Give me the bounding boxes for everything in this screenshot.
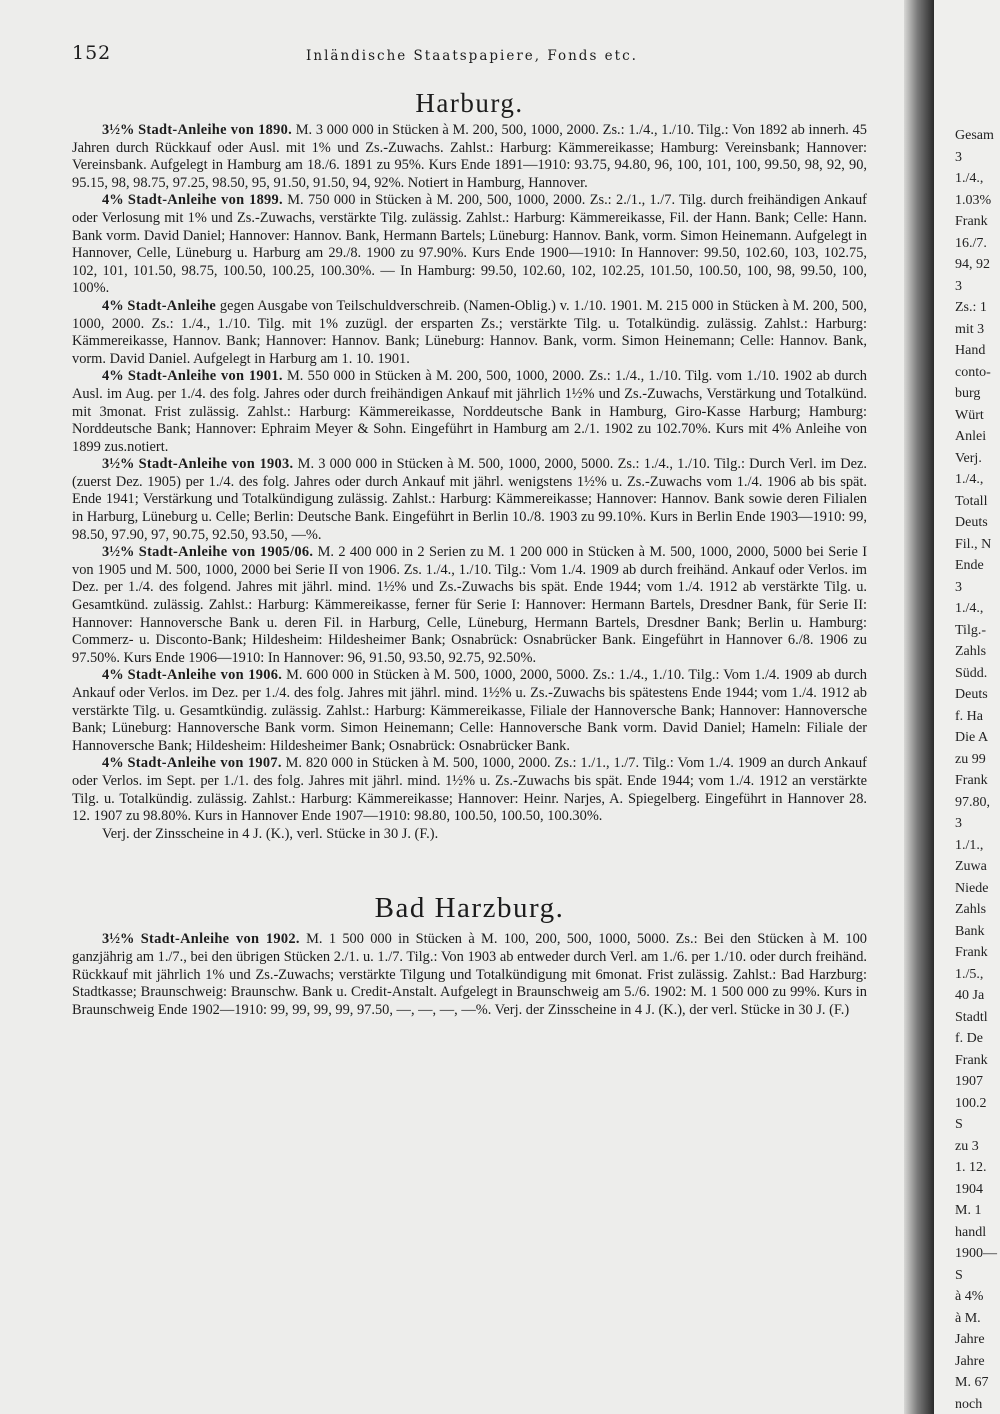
loan-entry	[72, 368, 867, 456]
facing-page-fragment: 3	[955, 816, 962, 831]
facing-page-fragment: 3	[955, 579, 962, 595]
page-header	[72, 42, 872, 68]
facing-page-fragment: Hand	[955, 343, 986, 358]
facing-page-fragment: Zs.: 1	[955, 300, 987, 315]
facing-page-fragment: Gesam	[955, 128, 994, 143]
facing-page-fragment: Würt	[955, 407, 984, 423]
section-heading-bad-harzburg: Bad Harzburg.	[374, 892, 565, 925]
loan-heading: Stadt-Anleihe von 1901.	[127, 368, 283, 385]
facing-page-fragment: f. De	[955, 1031, 983, 1046]
facing-page-fragment: 94, 92	[955, 257, 990, 272]
loan-text: M. 1 500 000 in Stücken à M. 100, 200, 500, 1000, 5000. Zs.: Bei den Stücken à M. 100 ganzjährig am 1./7., bei den übrigen Stücken 2./1. u. 1./7. Tilg.: Von 1903 ab entweder durch Verl. am 1./6. per 1./10. oder durch freihänd. Rückkauf mit jährlich 1% und Zs.-Zuwachs; verstärkte Tilgung und Totalkündigung mit 6monat. Frist zulässig. Zahlst.: Bad Harzburg: Stadtkasse; Braunschweig: Braunschw. Bank u. Credit-Anstalt. Aufgelegt in Braunschweig am 5./6. 1902: M. 1 500 000 zu 99%. Kurs in Braunschweig Ende 1902—1910: 99, 99, 99, 99, 97.50, —, —, —, —%. Verj. der Zinsscheine in 4 J. (K.), der verl. Stücke in 30 J. (F.)	[72, 931, 867, 1018]
loan-rate: 4%	[102, 368, 124, 385]
loan-rate: 4%	[102, 667, 124, 684]
facing-page-fragment: 1904	[955, 1181, 983, 1197]
facing-page-fragment: Frank	[955, 773, 988, 788]
loan-entry	[72, 667, 867, 755]
facing-page-fragment: Ende	[955, 558, 984, 573]
loan-text: M. 3 000 000 in Stücken à M. 500, 1000, 2000, 5000. Zs.: 1./4., 1./10. Tilg.: Durch Verl. im Dez. (zuerst Dez. 1905) per 1./4. des folg. Jahres oder durch Ankauf mit jährl. wenigstens 1½% u. Zs.-Zuwachs vom 1./4. 1906 ab bis spät. Ende 1941; Verstärkung und Totalkündigung zulässig. Zahlst.: Harburg: Kämmereikasse; Hannover: Hannov. Bank sowie deren Filialen in Harburg, Lüneburg u. Celle; Berlin: Deutsche Bank. Eingeführt in Berlin 10./8. 1903 zu 99.10%. Kurs in Berlin Ende 1903—1910: 99, 98.50, 97.90, 97, 90.75, 92.50, 93.50, —%.	[72, 456, 867, 543]
loan-rate: 4%	[102, 297, 124, 314]
loan-entry	[72, 544, 867, 667]
facing-page-fragment: Verj.	[955, 450, 982, 466]
facing-page-fragment: 1./1.,	[955, 837, 984, 853]
loan-rate: 4%	[102, 755, 124, 772]
loan-heading: Stadt-Anleihe von 1907.	[127, 755, 282, 772]
loan-text: M. 600 000 in Stücken à M. 500, 1000, 2000, 5000. Zs.: 1./4., 1./10. Tilg.: Vom 1./4. 1909 ab durch Ankauf oder Verlos. im Dez. per 1./4. des folg. Jahres mit jährl. mind. 1½% u. Zs.-Zuwachs bis spätestens Ende 1944; vom 1./4. 1912 ab verstärkte Tilg. u. Gesamtkündig. zulässig. Zahlst.: Harburg: Kämmereikasse, Filiale der Hannoversche Bank; Hannover: Hannoversche Bank; Lüneburg: Hannoversche Bank vorm. Simon Heinemann; Celle: Hannoversche Bank vorm. David Daniel; Hameln: Filiale der Hannoversche Bank; Hildesheim: Hildesheimer Bank; Osnabrück: Osnabrücker Bank.	[72, 667, 867, 754]
facing-page-fragment: Jahre	[955, 1353, 985, 1369]
loan-heading: Stadt-Anleihe von 1899.	[127, 192, 283, 209]
loan-heading: Stadt-Anleihe von 1890.	[138, 122, 292, 138]
facing-page-fragment: à M.	[955, 1310, 981, 1326]
loan-rate: 3½%	[102, 456, 135, 473]
facing-page-fragment: M. 1	[955, 1203, 982, 1218]
facing-page-fragment: 1./4.,	[955, 472, 984, 487]
loan-text: M. 820 000 in Stücken à M. 500, 1000, 2000. Zs.: 1./1., 1./7. Tilg.: Vom 1./4. 1909 an durch Ankauf oder Verlos. im Sept. per 1./1. des folg. Jahres mit jährl. mind. 1½% u. Zs.-Zuwachs bis spät. Ende 1944; vom 1./4. 1912 an verstärkte Tilg. u. Totalkündig. zulässig. Zahlst.: Harburg: Kämmereikasse; Hannover: Heinr. Narjes, A. Spiegelberg. Eingeführt in Hannover 28. 12. 1907 zu 98.80%. Kurs in Hannover Ende 1907—1910: 98.80, 100.50, 100.50, 100.30%.	[72, 755, 867, 825]
facing-page-fragment: noch	[955, 1396, 983, 1412]
loan-text: M. 2 400 000 in 2 Serien zu M. 1 200 000 in Stücken à M. 500, 1000, 2000, 5000 bei Serie I von 1905 und M. 500, 1000, 2000 bei Serie II von 1906. Zs. 1./4., 1./10. Tilg.: Vom 1./4. 1909 ab durch freihänd. Ankauf oder Verlos. im Dez. per 1./4. des folgend. Jahres mit jährl. mind. 1½% und Zs.-Zuwachs bis spät. Ende 1944; vom 1./4. 1912 ab verstärkte Tilg. u. Gesamtkünd. zulässig. Zahlst.: Harburg: Kämmereikasse, ferner für Serie I: Hannover: Hermann Bartels, Dresdner Bank, für Serie II: Hannover: Hannoversche Bank u. deren Fil. in Harburg, Celle, Lüneburg, Hermann Bartels, Dresdner Bank; Berlin u. Hamburg: Commerz- u. Disconto-Bank; Hildesheim: Hildesheimer Bank; Osnabrück: Osnabrücker Bank. Eingeführt in Hannover 6./8. 1906 zu 97.50%. Kurs Ende 1906—1910: In Hannover: 96, 91.50, 93.50, 92.75, 92.50%.	[72, 544, 867, 666]
facing-page-fragment: Zahls	[955, 644, 987, 659]
facing-page-fragment: Fil., N	[955, 536, 992, 552]
facing-page-fragment: S	[955, 1117, 963, 1132]
facing-page-fragment: 1. 12.	[955, 1160, 987, 1175]
loan-rate: 3½%	[102, 122, 135, 138]
facing-page-fragment: conto-	[955, 364, 991, 380]
loan-rate: 3½%	[102, 931, 135, 948]
facing-page-fragment: Totall	[955, 493, 988, 509]
section-heading-harburg: Harburg.	[415, 88, 524, 118]
facing-page-fragment: zu 3	[955, 1138, 979, 1154]
facing-page-fragment: M. 67	[955, 1375, 989, 1390]
facing-page-fragment: à 4%	[955, 1289, 984, 1304]
loan-text: M. 750 000 in Stücken à M. 200, 500, 1000, 2000. Zs.: 2./1., 1./7. Tilg. durch freihändigen Ankauf oder Verlosung mit 1% und Zs.-Zuwachs, verstärkte Tilg. zulässig. Zahlst.: Harburg: Kämmereikasse, Fil. der Hann. Bank; Celle: Hann. Bank vorm. David Daniel; Hannover: Hannov. Bank, Hermann Bartels; Lüneburg: Hannov. Bank, vorm. Simon Heinemann. Aufgelegt in Hannover, Celle, Lüneburg u. Harburg am 29./8. 1900 zu 97.90%. Kurs Ende 1900—1910: In Hannover: 99.50, 102.60, 103, 102.75, 102, 101, 101.50, 98.75, 100.50, 100.25, 100.30%. — In Hamburg: 99.50, 102.60, 102, 102.25, 101.50, 100.50, 100, 98, 99.50, 100, 100%.	[72, 192, 867, 297]
facing-page-fragment: 1907	[955, 1074, 983, 1089]
facing-page-fragment: Zuwa	[955, 859, 987, 874]
facing-page-fragment: Deuts	[955, 515, 988, 530]
loan-text: M. 3 000 000 in Stücken à M. 200, 500, 1000, 2000. Zs.: 1./4., 1./10. Tilg.: Von 1892 ab innerh. 45 Jahren durch Rückkauf oder Ausl. mit 1% und Zs.-Zuwachs. Zahlst.: Harburg: Kämmereikasse; Hamburg: Vereinsbank; Hannover: Vereinsbank. Aufgelegt in Hamburg am 18./6. 1891 zu 95%. Kurs Ende 1891—1910: 93.75, 94.80, 96, 100, 101, 100, 99.50, 98, 92, 90, 95.15, 98, 98.75, 97.25, 98.50, 95, 91.50, 91.50, 94, 92%. Notiert in Hamburg, Hannover.	[72, 122, 867, 191]
facing-page-fragment: 1./5.,	[955, 966, 984, 982]
page-number: 152	[72, 42, 112, 64]
book-gutter	[904, 0, 934, 1414]
facing-page-fragment: 1./4.,	[955, 601, 984, 616]
running-head: Inländische Staatspapiere, Fonds etc.	[306, 48, 638, 64]
facing-page-fragment: S	[955, 1267, 963, 1283]
facing-page-fragment: mit 3	[955, 321, 985, 337]
facing-page-fragment: Die A	[955, 730, 989, 745]
loan-heading: Stadt-Anleihe	[127, 297, 217, 314]
facing-page-fragment: 3	[955, 278, 962, 294]
loan-heading: Stadt-Anleihe von 1902.	[140, 931, 300, 948]
facing-page-fragment: 16./7.	[955, 235, 987, 251]
facing-page-fragment: burg	[955, 386, 981, 401]
loan-entry	[72, 192, 867, 298]
loan-text: M. 550 000 in Stücken à M. 200, 500, 1000, 2000. Zs.: 1./4., 1./10. Tilg. vom 1./10. 1902 ab durch Ausl. im Aug. per 1./4. des folg. Jahres oder durch freihändigen Ankauf mit jährlich 1½% und Zs.-Zuwachs, Verstärkung und Totalkünd. mit 3monat. Frist zulässig. Zahlst.: Harburg: Kämmereikasse, Norddeutsche Bank in Hamburg, Giro-Kasse Harburg; Hamburg: Norddeutsche Bank; Hannover: Ephraim Meyer & Sohn. Eingeführt in Hamburg am 2./1. 1902 zu 102.70%. Kurs mit 4% Anleihe von 1899 zus.notiert.	[72, 368, 867, 455]
facing-page-fragment: 3	[955, 149, 962, 165]
loan-heading: Stadt-Anleihe von 1903.	[138, 456, 294, 473]
loan-entry	[72, 122, 867, 192]
facing-page	[934, 0, 1000, 1414]
facing-page-fragment: Jahre	[955, 1332, 985, 1347]
facing-page-fragment: Frank	[955, 1052, 988, 1068]
facing-page-fragment: 1./4.,	[955, 171, 984, 186]
facing-page-fragment: zu 99	[955, 751, 986, 767]
facing-page-fragment: Frank	[955, 945, 988, 960]
facing-page-fragment: Stadtl	[955, 1009, 988, 1025]
facing-page-fragment: Deuts	[955, 687, 988, 702]
facing-page-fragment: 97.80,	[955, 794, 990, 810]
facing-page-fragment: Zahls	[955, 902, 987, 917]
facing-page-fragment: 40 Ja	[955, 988, 985, 1003]
facing-page-fragment: Tilg.-	[955, 622, 987, 638]
section-footnote: Verj. der Zinsscheine in 4 J. (K.), verl. Stücke in 30 J. (F.).	[102, 825, 439, 842]
facing-page-fragment: Bank	[955, 923, 985, 939]
facing-page-fragment: f. Ha	[955, 708, 983, 724]
loan-rate: 4%	[102, 192, 124, 209]
page-content	[72, 86, 867, 1019]
loan-heading: Stadt-Anleihe von 1905/06.	[138, 544, 314, 561]
facing-page-fragment: handl	[955, 1224, 987, 1240]
facing-page-fragment: 1900—	[955, 1246, 997, 1261]
loan-text: gegen Ausgabe von Teilschuldverschreib. (Namen-Oblig.) v. 1./10. 1901. M. 215 000 in Stücken à M. 200, 500, 1000, 2000. Zs.: 1./4., 1./10. Tilg. mit 1% zuzügl. der ersparten Zs.; verstärkte Tilg. u. Totalkündig. zulässig. Zahlst.: Harburg: Kämmereikasse, Hannov. Bank; Hannover: Hannov. Bank; Lüneburg: Hannov. Bank, vorm. Simon Heinemann; Celle: Hannov. Bank, vorm. David Daniel. Aufgelegt in Harburg am 1. 10. 1901.	[72, 297, 867, 367]
facing-page-fragment: Frank	[955, 214, 988, 229]
loan-rate: 3½%	[102, 544, 135, 561]
loan-entry	[72, 298, 867, 368]
loan-entry	[72, 755, 867, 825]
loan-heading: Stadt-Anleihe von 1906.	[127, 667, 283, 684]
facing-page-fragment: 1.03%	[955, 192, 992, 208]
facing-page-fragment: Südd.	[955, 665, 988, 681]
facing-page-fragment: Anlei	[955, 429, 987, 444]
loan-entry	[72, 931, 867, 1019]
facing-page-fragment: Niede	[955, 880, 989, 896]
facing-page-fragment: 100.2	[955, 1095, 987, 1111]
loan-entry	[72, 456, 867, 544]
